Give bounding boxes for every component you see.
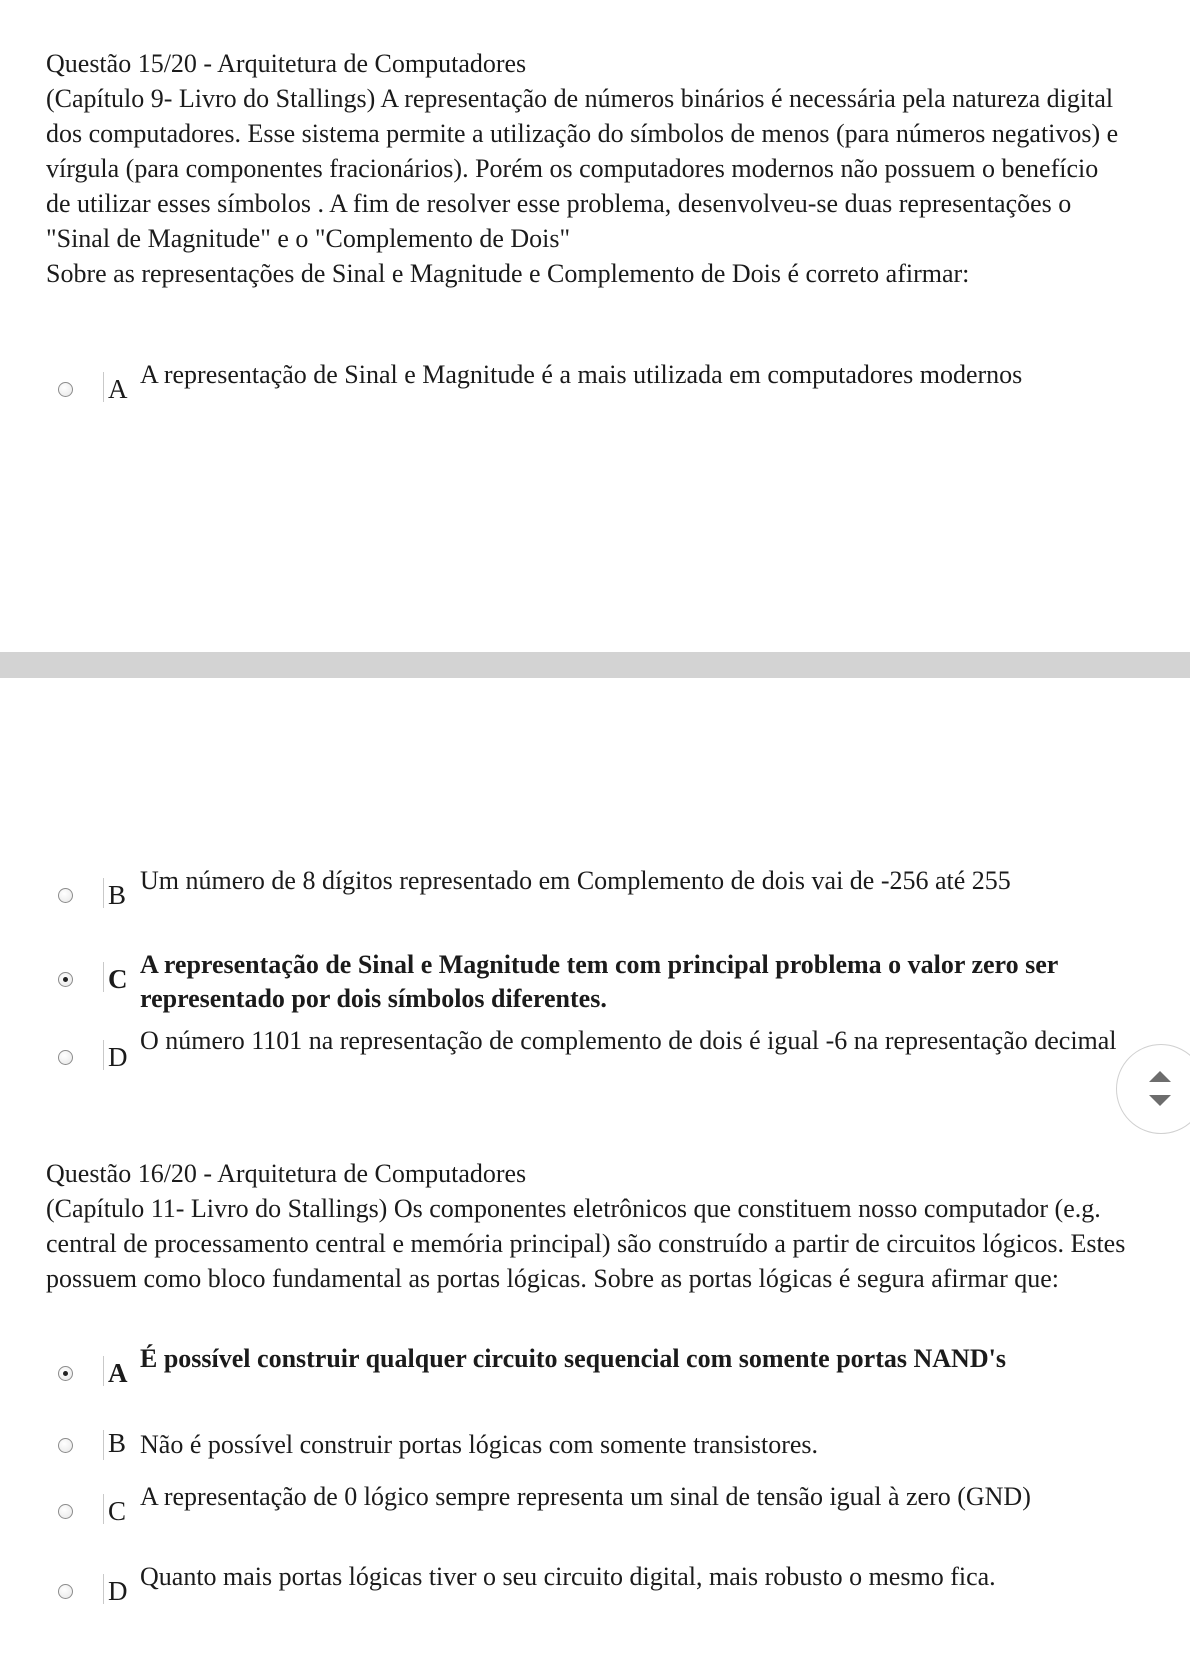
caret-down-icon[interactable]: [1149, 1095, 1171, 1106]
radio-button-selected[interactable]: [58, 972, 73, 987]
divider: [103, 1040, 104, 1070]
option-text: A representação de 0 lógico sempre representa um sinal de tensão igual à zero (GND): [140, 1482, 1031, 1511]
caret-up-icon[interactable]: [1149, 1071, 1171, 1082]
question-title: Questão 15/20 - Arquitetura de Computadores: [46, 49, 527, 78]
question-title: Questão 16/20 - Arquitetura de Computadores: [46, 1159, 527, 1188]
radio-button[interactable]: [58, 888, 73, 903]
radio-button[interactable]: [58, 1584, 73, 1599]
radio-button[interactable]: [58, 382, 73, 397]
option-letter: C: [108, 964, 128, 994]
radio-button[interactable]: [58, 1050, 73, 1065]
divider: [103, 1494, 104, 1524]
option-letter: C: [108, 1496, 127, 1526]
q15-option-c[interactable]: [0, 946, 1140, 1026]
scroll-control[interactable]: [1116, 1044, 1190, 1134]
option-text: Quanto mais portas lógicas tiver o seu circuito digital, mais robusto o mesmo fica.: [140, 1562, 996, 1591]
divider: [103, 1356, 104, 1386]
option-text: A representação de Sinal e Magnitude é a mais utilizada em computadores modernos: [140, 360, 1023, 389]
option-letter: A: [108, 374, 128, 404]
q16-option-d[interactable]: [0, 1558, 1140, 1638]
radio-button[interactable]: [58, 1504, 73, 1519]
q16-option-a[interactable]: [0, 1342, 1140, 1422]
divider: [103, 962, 104, 992]
q15-option-b[interactable]: [0, 862, 1140, 942]
radio-button[interactable]: [58, 1438, 73, 1453]
option-letter: D: [108, 1576, 128, 1606]
option-letter: B: [108, 880, 127, 910]
option-text: A representação de Sinal e Magnitude tem com principal problema o valor zero ser representado por dois símbolos diferentes.: [140, 950, 1058, 1013]
question-text: (Capítulo 9- Livro do Stallings) A representação de números binários é necessária pela natureza digital dos computadores. Esse sistema permite a utilização do símbolos de menos (para números negativos) e vírgula (para componentes fracionários). Porém os computadores modernos não possuem o benefício de utilizar esses símbolos . A fim de resolver esse problema, desenvolveu-se duas representações o "Sinal de Magnitude" e o "Complemento de Dois": [46, 84, 1119, 253]
question-15: [46, 46, 1126, 291]
page-divider: [0, 652, 1190, 678]
option-text: O número 1101 na representação de complemento de dois é igual -6 na representação decimal: [140, 1026, 1117, 1055]
divider: [103, 878, 104, 908]
divider: [103, 372, 104, 402]
question-16: [46, 1156, 1126, 1296]
divider: [103, 1574, 104, 1604]
option-text: É possível construir qualquer circuito sequencial com somente portas NAND's: [140, 1344, 1006, 1373]
q15-option-a[interactable]: [0, 358, 1140, 438]
option-text: Um número de 8 dígitos representado em Complemento de dois vai de -256 até 255: [140, 866, 1011, 895]
radio-button-selected[interactable]: [58, 1366, 73, 1381]
option-letter: A: [108, 1358, 128, 1388]
question-text: (Capítulo 11- Livro do Stallings) Os componentes eletrônicos que constituem nosso computador (e.g. central de processamento central e memória principal) são construído a partir de circuitos lógicos. Estes possuem como bloco fundamental as portas lógicas. Sobre as portas lógicas é segura afirmar que:: [46, 1194, 1126, 1293]
option-letter: B: [108, 1428, 127, 1458]
option-letter: D: [108, 1042, 128, 1072]
option-text: Não é possível construir portas lógicas com somente transistores.: [140, 1430, 819, 1459]
q16-option-c[interactable]: [0, 1478, 1140, 1558]
question-prompt: Sobre as representações de Sinal e Magnitude e Complemento de Dois é correto afirmar:: [46, 259, 970, 288]
divider: [103, 1430, 104, 1460]
q15-option-d[interactable]: [0, 1022, 1140, 1102]
